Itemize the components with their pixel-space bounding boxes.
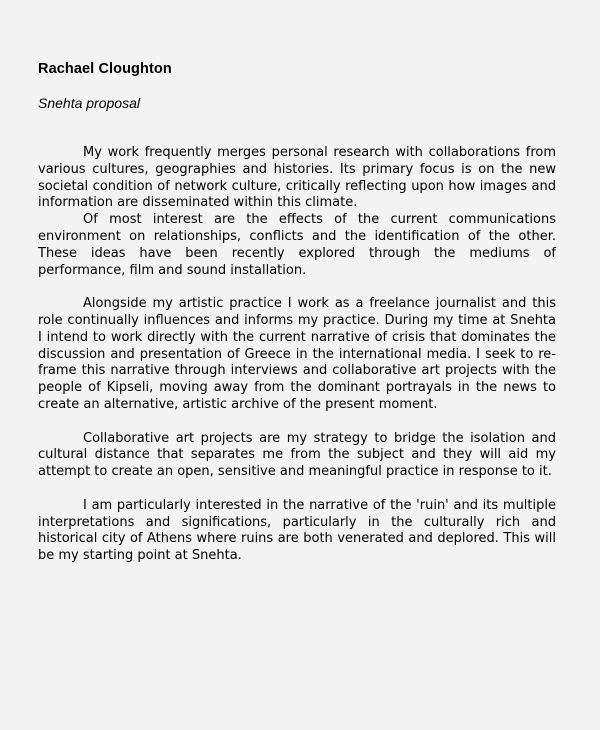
paragraph-4: Collaborative art projects are my strategy to bridge the isolation and cultural distance that separates me from the subject and they will aid my attempt to create an open, sensitive and meaningful practice in response to it. bbox=[38, 430, 556, 480]
paragraph-5: I am particularly interested in the narrative of the 'ruin' and its multiple interpretations and significations, particularly in the culturally rich and historical city of Athens where ruins are both venerated and deplored. This will be my starting point at Snehta. bbox=[38, 497, 556, 564]
author-name: Rachael Cloughton bbox=[38, 61, 172, 77]
paragraph-3: Alongside my artistic practice I work as a freelance journalist and this role continually influences and informs my practice. During my time at Snehta I intend to work directly with the current narrative of crisis that dominates the discussion and presentation of Greece in the international media. I seek to re-frame this narrative through interviews and collaborative art projects with the people of Kipseli, moving away from the dominant portrayals in the news to create an alternative, artistic archive of the present moment. bbox=[38, 296, 556, 412]
document-body bbox=[38, 145, 556, 565]
paragraph-2: Of most interest are the effects of the current communications environment on relationships, conflicts and the identification of the other. These ideas have been recently explored through the mediums of performance, film and sound installation. bbox=[38, 212, 556, 278]
document-subtitle: Snehta proposal bbox=[38, 95, 140, 111]
paragraph-1: My work frequently merges personal research with collaborations from various cultures, geographies and histories. Its primary focus is on the new societal condition of network culture, critically reflecting upon how images and information are disseminated within this climate. bbox=[38, 145, 556, 211]
